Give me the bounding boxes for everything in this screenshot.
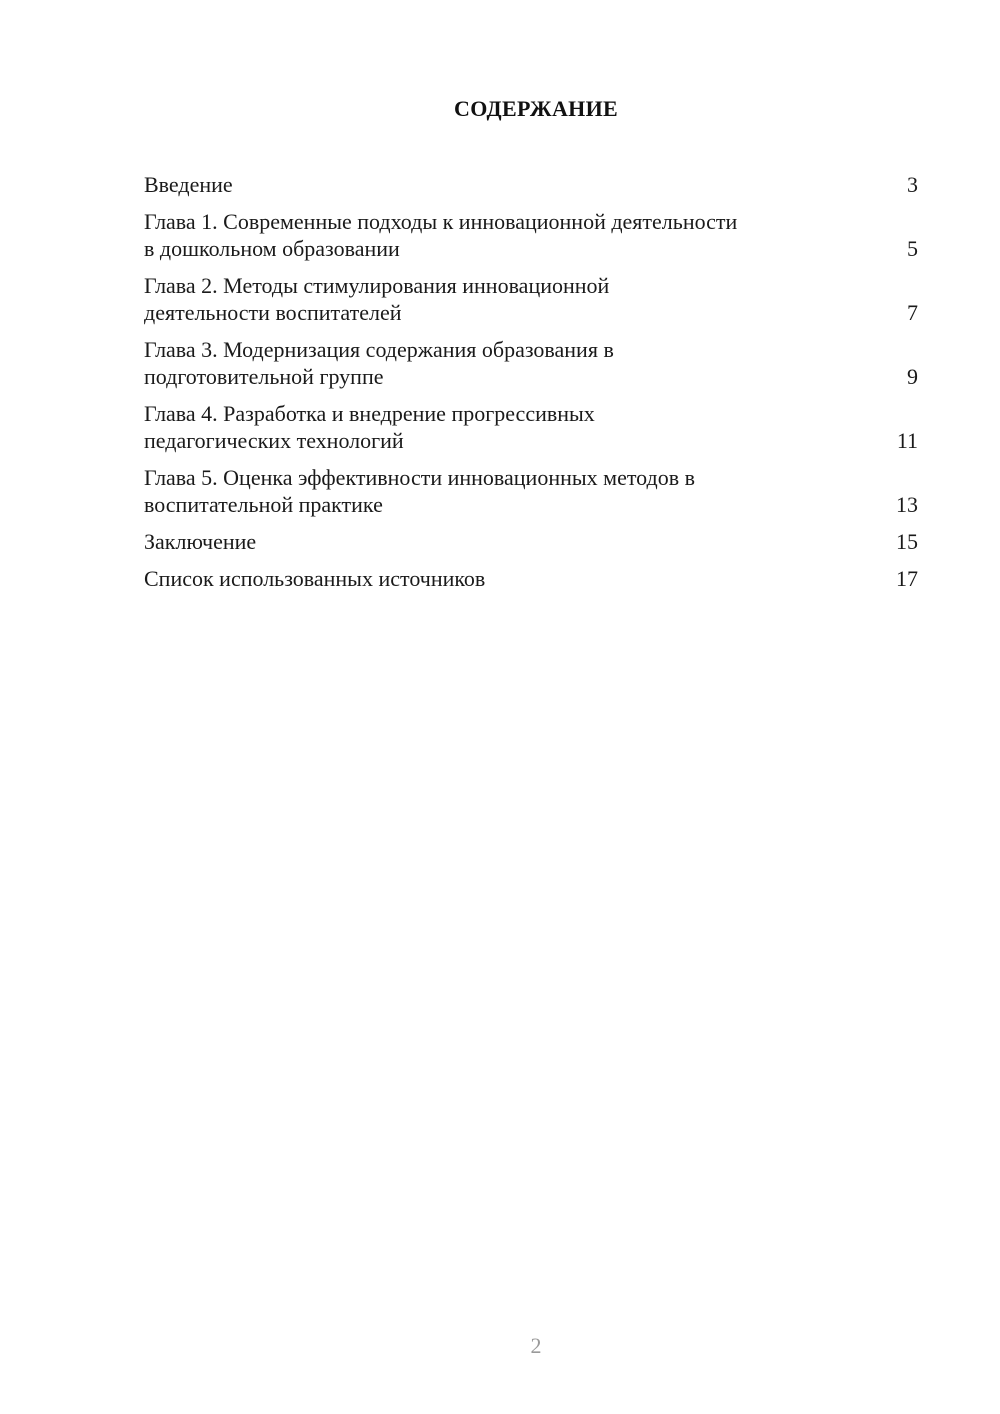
- toc-entry-text: Введение: [144, 172, 233, 197]
- toc-entry-text: педагогических технологий: [144, 428, 404, 453]
- toc-page-number: 7: [907, 300, 918, 325]
- toc-entry-text: Глава 4. Разработка и внедрение прогрессивных: [144, 401, 595, 426]
- toc-entry-references: [144, 565, 918, 592]
- toc-entry-conclusion: [144, 528, 918, 555]
- toc-entry-chapter-3: [144, 336, 918, 390]
- toc-entry-text: деятельности воспитателей: [144, 300, 402, 325]
- toc-entry-text: Глава 3. Модернизация содержания образования в: [144, 337, 614, 362]
- toc-page-number: 3: [907, 172, 918, 197]
- toc-page-number: 9: [907, 364, 918, 389]
- toc-page-number: 13: [896, 492, 918, 517]
- toc-entry-chapter-1: [144, 208, 918, 262]
- table-of-contents: [144, 171, 918, 602]
- toc-entry-text: Список использованных источников: [144, 566, 486, 591]
- toc-entry-text: Глава 5. Оценка эффективности инновационных методов в: [144, 465, 695, 490]
- toc-entry-introduction: [144, 171, 918, 198]
- page-number: 2: [530, 1333, 542, 1358]
- toc-entry-text: воспитательной практике: [144, 492, 383, 517]
- toc-entry-chapter-4: [144, 400, 918, 454]
- toc-entry-text: подготовительной группе: [144, 364, 384, 389]
- toc-entry-text: в дошкольном образовании: [144, 236, 400, 261]
- toc-page-number: 15: [896, 529, 918, 554]
- toc-page-number: 17: [896, 566, 918, 591]
- toc-entry-text: Заключение: [144, 529, 257, 554]
- page-title: СОДЕРЖАНИЕ: [454, 96, 618, 121]
- toc-page-number: 11: [896, 428, 918, 453]
- toc-entry-chapter-5: [144, 464, 918, 518]
- toc-entry-text: Глава 1. Современные подходы к инновационной деятельности: [144, 209, 738, 234]
- toc-entry-chapter-2: [144, 272, 918, 326]
- toc-page-number: 5: [907, 236, 918, 261]
- toc-entry-text: Глава 2. Методы стимулирования инновационной: [144, 273, 610, 298]
